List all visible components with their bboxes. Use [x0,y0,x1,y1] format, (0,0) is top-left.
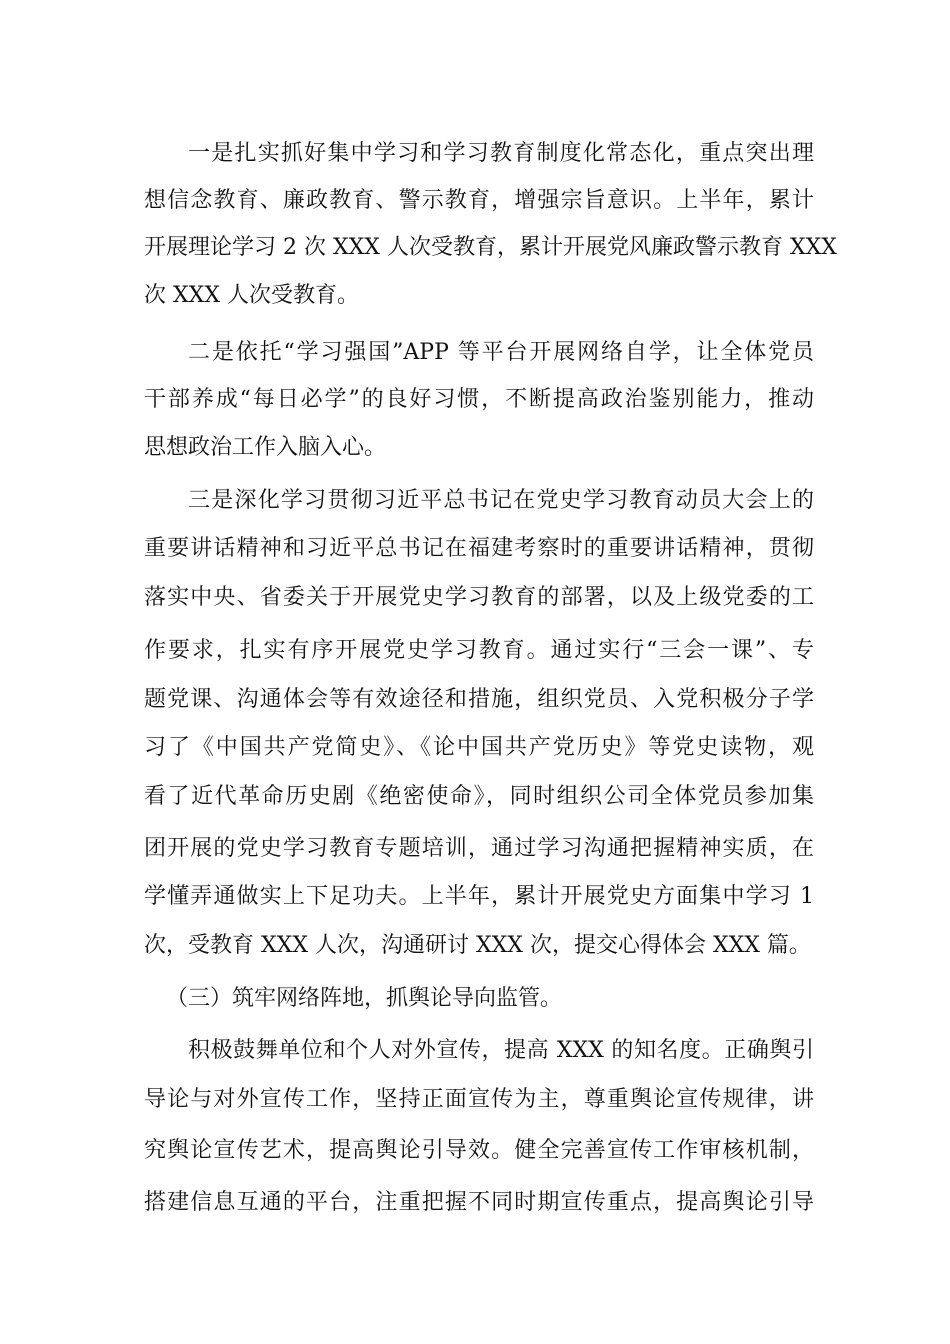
paragraph-3-line-6: 习了《中国共产党简史》、《论中国共产党历史》等党史读物，观 [144,735,814,760]
paragraph-3-line-7: 看了近代革命历史剧《绝密使命》，同时组织公司全体党员参加集 [144,784,814,809]
paragraph-3-line-3: 落实中央、省委关于开展党史学习教育的部署，以及上级党委的工 [144,585,814,610]
paragraph-2-line-2: 干部养成“每日必学”的良好习惯，不断提高政治鉴别能力，推动 [144,387,814,412]
paragraph-2-line-3: 思想政治工作入脑入心。 [144,435,387,460]
paragraph-1-line-2: 想信念教育、廉政教育、警示教育，增强宗旨意识。上半年，累计 [144,188,814,213]
paragraph-3-line-9: 学懂弄通做实上下足功夫。上半年，累计开展党史方面集中学习 1 [144,884,814,909]
paragraph-3-line-5: 题党课、沟通体会等有效途径和措施，组织党员、入党积极分子学 [144,687,814,712]
paragraph-4-line-2: 导论与对外宣传工作，坚持正面宣传为主，尊重舆论宣传规律，讲 [144,1087,814,1112]
paragraph-3-line-2: 重要讲话精神和习近平总书记在福建考察时的重要讲话精神，贯彻 [144,536,814,561]
paragraph-1-line-3: 开展理论学习 2 次 XXX 人次受教育，累计开展党风廉政警示教育 XXX [144,235,837,260]
paragraph-3-line-10: 次，受教育 XXX 人次，沟通研讨 XXX 次，提交心得体会 XXX 篇。 [144,933,811,958]
paragraph-4-line-1: 积极鼓舞单位和个人对外宣传，提高 XXX 的知名度。正确舆引 [188,1038,814,1063]
paragraph-2-line-1: 二是依托“学习强国”APP 等平台开展网络自学，让全体党员 [188,340,814,365]
paragraph-1-line-1: 一是扎实抓好集中学习和学习教育制度化常态化，重点突出理 [188,141,814,166]
paragraph-3-line-8: 团开展的党史学习教育专题培训，通过学习沟通把握精神实质，在 [144,836,814,861]
paragraph-1-line-4: 次 XXX 人次受教育。 [144,283,359,308]
paragraph-4-line-3: 究舆论宣传艺术，提高舆论引导效。健全完善宣传工作审核机制， [144,1138,814,1163]
section-heading: （三）筑牢网络阵地，抓舆论导向监管。 [166,986,563,1011]
paragraph-4-line-4: 搭建信息互通的平台，注重把握不同时期宣传重点，提高舆论引导 [144,1190,814,1215]
paragraph-3-line-4: 作要求，扎实有序开展党史学习教育。通过实行“三会一课”、专 [144,638,814,663]
paragraph-3-line-1: 三是深化学习贯彻习近平总书记在党史学习教育动员大会上的 [188,488,814,513]
